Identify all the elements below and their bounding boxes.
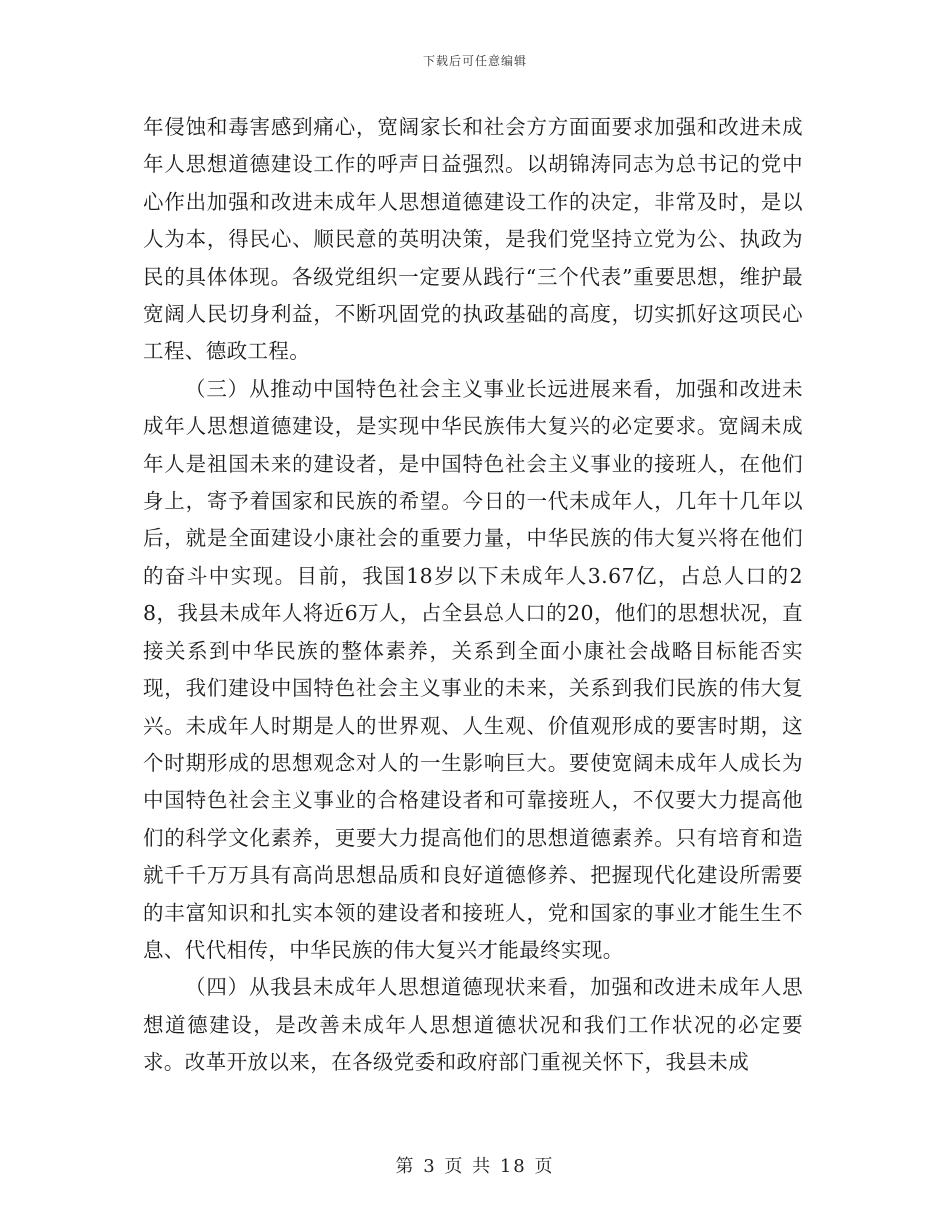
page-number-footer: 第 3 页 共 18 页: [395, 1156, 555, 1177]
paragraph-continued: 年侵蚀和毒害感到痛心，宽阔家长和社会方方面面要求加强和改进未成年人思想道德建设工作的呼声日益强烈。以胡锦涛同志为总书记的党中心作出加强和改进未成年人思想道德建设工作的决定，非常及时，是以人为本，得民心、顺民意的英明决策，是我们党坚持立党为公、执政为民的具体体现。各级党组织一定要从践行“三个代表”重要思想，维护最宽阔人民切身利益，不断巩固党的执政基础的高度，切实抓好这项民心工程、德政工程。: [143, 115, 803, 364]
document-body: [143, 109, 803, 1082]
paragraph-section-three: （三）从推动中国特色社会主义事业长远进展来看，加强和改进未成年人思想道德建设，是实现中华民族伟大复兴的必定要求。宽阔未成年人是祖国未来的建设者，是中国特色社会主义事业的接班人，在他们身上，寄予着国家和民族的希望。今日的一代未成年人，几年十几年以后，就是全面建设小康社会的重要力量，中华民族的伟大复兴将在他们的奋斗中实现。目前，我国18岁以下未成年人3.67亿，占总人口的28，我县未成年人将近6万人，占全县总人口的20，他们的思想状况，直接关系到中华民族的整体素养，关系到全面小康社会战略目标能否实现，我们建设中国特色社会主义事业的未来，关系到我们民族的伟大复兴。未成年人时期是人的世界观、人生观、价值观形成的要害时期，这个时期形成的思想观念对人的一生影响巨大。要使宽阔未成年人成长为中国特色社会主义事业的合格建设者和可靠接班人，不仅要大力提高他们的科学文化素养，更要大力提高他们的思想道德素养。只有培育和造就千千万万具有高尚思想品质和良好道德修养、把握现代化建设所需要的丰富知识和扎实本领的建设者和接班人，党和国家的事业才能生生不息、代代相传，中华民族的伟大复兴才能最终实现。: [143, 376, 803, 962]
paragraph-section-four: （四）从我县未成年人思想道德现状来看，加强和改进未成年人思想道德建设，是改善未成年人思想道德状况和我们工作状况的必定要求。改革开放以来，在各级党委和政府部门重视关怀下，我县未成: [143, 975, 803, 1075]
page-header: 下载后可任意编辑: [422, 54, 527, 68]
